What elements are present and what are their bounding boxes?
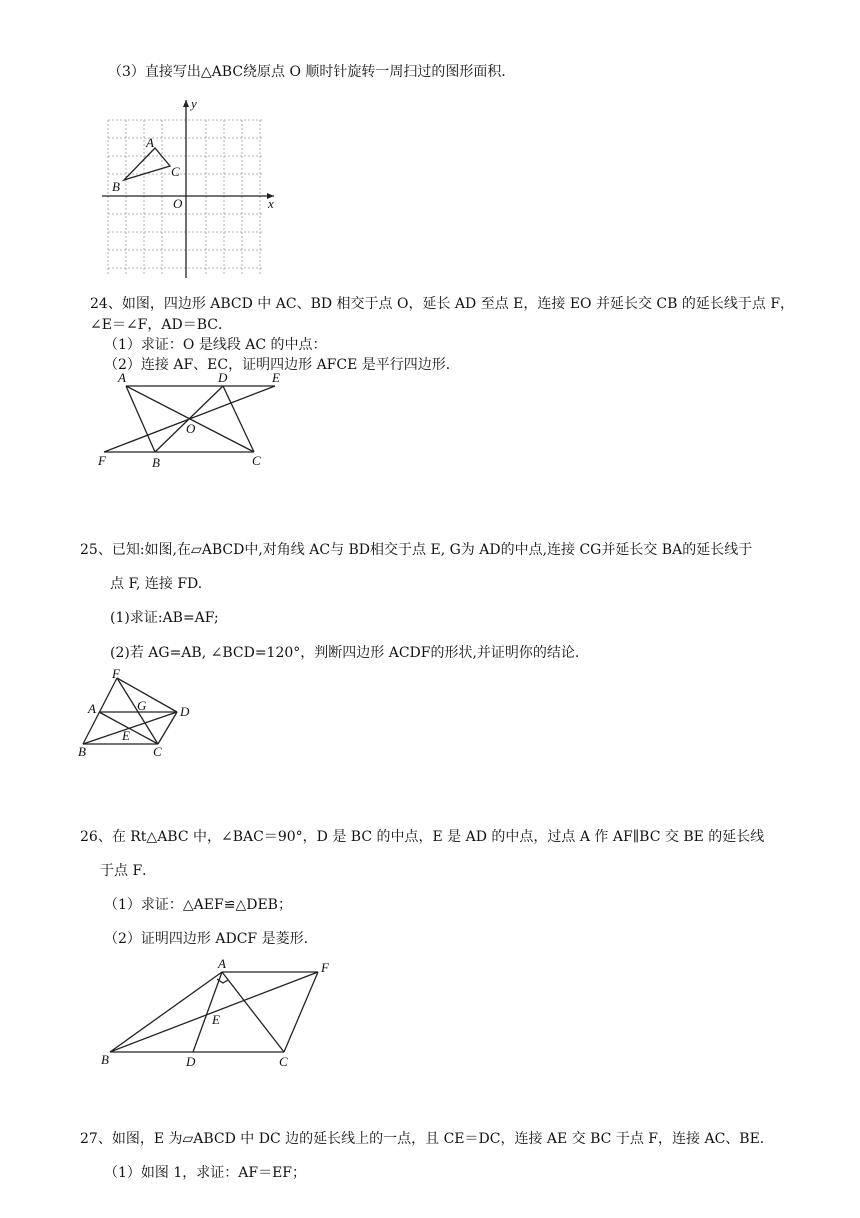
q26-line2: 于点 F． [100,863,157,879]
point-c-label: C [171,164,180,179]
triangle-abc [124,148,170,180]
q24-line2: ∠E＝∠F，AD＝BC． [90,317,232,333]
point-c-label: C [279,1054,288,1069]
origin-label: O [173,196,183,211]
q25-line1: 25、已知:如图,在▱ABCD中,对角线 AC与 BD相交于点 E, G为 AD的中点,连接 CG并延长交 BA的延长线于 [80,542,753,558]
point-b-label: B [152,455,160,470]
point-o-label: O [186,421,196,436]
q26-figure [96,954,340,1070]
point-e-label: E [272,370,280,385]
q26-line1: 26、在 Rt△ABC 中，∠BAC＝90°，D 是 BC 的中点，E 是 AD 的中点，过点 A 作 AF∥BC 交 BE 的延长线 [80,829,765,845]
point-b-label: B [112,179,120,194]
point-b-label: B [78,744,86,759]
q24-line1: 24、如图，四边形 ABCD 中 AC、BD 相交于点 O，延长 AD 至点 E，连接 EO 并延长交 CB 的延长线于点 F， [90,296,795,312]
point-c-label: C [153,744,162,759]
point-a-label: A [218,956,226,971]
q26-part2: （2）证明四边形 ADCF 是菱形． [104,931,318,947]
q26-part1: （1）求证：△AEF≌△DEB； [104,897,292,913]
point-a-label: A [118,370,126,385]
q25-part1: (1)求证:AB=AF; [110,610,219,626]
point-d-label: D [186,1054,196,1069]
point-d-label: D [218,370,228,385]
q24-part2: （2）连接 AF、EC，证明四边形 AFCE 是平行四边形． [104,357,460,373]
point-f-label: F [112,668,120,681]
q25-line2: 点 F, 连接 FD. [110,576,203,592]
point-c-label: C [252,453,261,468]
q25-part2: (2)若 AG=AB, ∠BCD=120°，判断四边形 ACDF的形状,并证明你的结论. [110,645,580,661]
point-b-label: B [101,1052,109,1067]
point-f-label: F [98,453,106,468]
q23-figure [100,98,280,280]
y-label: y [191,98,197,111]
point-g-label: G [137,698,147,713]
point-a-label: A [146,135,154,150]
q25-figure [74,668,198,760]
point-e-label: E [212,1012,220,1027]
q23-part3: （3）直接写出△ABC绕原点 O 顺时针旋转一周扫过的图形面积． [108,64,516,80]
point-a-label: A [88,701,96,716]
point-e-label: E [122,728,130,743]
point-f-label: F [321,960,329,975]
q24-part1: （1）求证：O 是线段 AC 的中点： [104,337,327,353]
x-label: x [268,196,274,211]
point-d-label: D [180,704,190,719]
q24-figure [92,366,292,472]
q27-line1: 27、如图，E 为▱ABCD 中 DC 边的延长线上的一点，且 CE＝DC，连接 AE 交 BC 于点 F，连接 AC、BE． [80,1131,774,1147]
q27-part1: （1）如图 1，求证：AF＝EF； [104,1165,307,1181]
